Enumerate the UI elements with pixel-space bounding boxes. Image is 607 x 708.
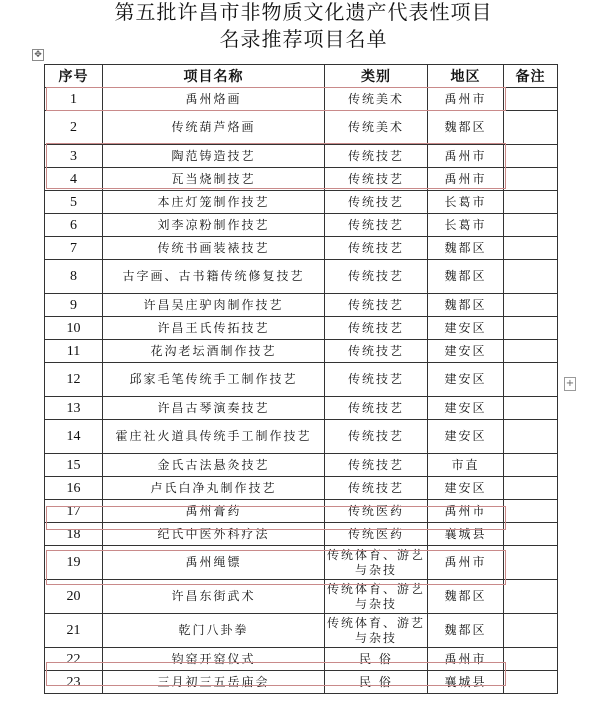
- cell-name: 传统书画装裱技艺: [103, 237, 325, 260]
- cell-remark: [504, 111, 558, 145]
- cell-no: 2: [45, 111, 103, 145]
- cell-remark: [504, 500, 558, 523]
- cell-name: 本庄灯笼制作技艺: [103, 191, 325, 214]
- cell-remark: [504, 477, 558, 500]
- cell-region: 襄城县: [428, 671, 504, 694]
- cell-remark: [504, 340, 558, 363]
- cell-region: 建安区: [428, 477, 504, 500]
- cell-category: 传统技艺: [325, 454, 428, 477]
- cell-category: 传统技艺: [325, 191, 428, 214]
- cell-category: 传统技艺: [325, 214, 428, 237]
- table-row: [45, 363, 558, 397]
- table-row: [45, 317, 558, 340]
- cell-remark: [504, 214, 558, 237]
- cell-no: 15: [45, 454, 103, 477]
- cell-remark: [504, 580, 558, 614]
- cell-region: 长葛市: [428, 191, 504, 214]
- cell-name: 刘李凉粉制作技艺: [103, 214, 325, 237]
- cell-region: 禹州市: [428, 500, 504, 523]
- table-row: [45, 88, 558, 111]
- cell-region: 建安区: [428, 397, 504, 420]
- cell-no: 20: [45, 580, 103, 614]
- cell-name: 乾门八卦拳: [103, 614, 325, 648]
- cell-region: 建安区: [428, 317, 504, 340]
- header-region: 地区: [428, 65, 504, 88]
- cell-name: 许昌古琴演奏技艺: [103, 397, 325, 420]
- cell-no: 22: [45, 648, 103, 671]
- table-row: [45, 294, 558, 317]
- cell-remark: [504, 614, 558, 648]
- cell-no: 17: [45, 500, 103, 523]
- table-row: [45, 191, 558, 214]
- table-row: [45, 454, 558, 477]
- cell-no: 13: [45, 397, 103, 420]
- cell-region: 魏都区: [428, 111, 504, 145]
- cell-category: 传统技艺: [325, 363, 428, 397]
- cell-category: 传统技艺: [325, 260, 428, 294]
- cell-remark: [504, 88, 558, 111]
- table-header-row: [45, 65, 558, 88]
- table-row: [45, 523, 558, 546]
- cell-no: 23: [45, 671, 103, 694]
- cell-name: 纪氏中医外科疗法: [103, 523, 325, 546]
- table-row: [45, 214, 558, 237]
- cell-category: 传统技艺: [325, 237, 428, 260]
- cell-no: 3: [45, 145, 103, 168]
- table-row: [45, 145, 558, 168]
- cell-name: 古字画、古书籍传统修复技艺: [103, 260, 325, 294]
- cell-region: 建安区: [428, 340, 504, 363]
- cell-region: 襄城县: [428, 523, 504, 546]
- cell-remark: [504, 294, 558, 317]
- table-row: [45, 671, 558, 694]
- cell-region: 魏都区: [428, 580, 504, 614]
- cell-category: 传统技艺: [325, 168, 428, 191]
- cell-region: 魏都区: [428, 237, 504, 260]
- cell-region: 禹州市: [428, 88, 504, 111]
- cell-category: 传统美术: [325, 111, 428, 145]
- cell-no: 19: [45, 546, 103, 580]
- table-row: [45, 111, 558, 145]
- cell-region: 魏都区: [428, 614, 504, 648]
- cell-category: 传统体育、游艺与杂技: [325, 614, 428, 648]
- cell-name: 许昌吴庄驴肉制作技艺: [103, 294, 325, 317]
- table-row: [45, 580, 558, 614]
- table-row: [45, 648, 558, 671]
- cell-no: 21: [45, 614, 103, 648]
- cell-no: 5: [45, 191, 103, 214]
- cell-remark: [504, 237, 558, 260]
- cell-name: 瓦当烧制技艺: [103, 168, 325, 191]
- cell-region: 禹州市: [428, 648, 504, 671]
- cell-category: 传统医药: [325, 500, 428, 523]
- cell-name: 邱家毛笔传统手工制作技艺: [103, 363, 325, 397]
- header-name: 项目名称: [103, 65, 325, 88]
- cell-name: 禹州膏药: [103, 500, 325, 523]
- cell-name: 三月初三五岳庙会: [103, 671, 325, 694]
- header-no: 序号: [45, 65, 103, 88]
- cell-category: 民 俗: [325, 671, 428, 694]
- cell-no: 12: [45, 363, 103, 397]
- cell-name: 禹州烙画: [103, 88, 325, 111]
- table-row: [45, 397, 558, 420]
- header-category: 类别: [325, 65, 428, 88]
- cell-remark: [504, 454, 558, 477]
- cell-remark: [504, 397, 558, 420]
- cell-name: 金氏古法悬灸技艺: [103, 454, 325, 477]
- cell-name: 许昌王氏传拓技艺: [103, 317, 325, 340]
- cell-region: 禹州市: [428, 546, 504, 580]
- cell-remark: [504, 523, 558, 546]
- cell-category: 传统医药: [325, 523, 428, 546]
- cell-category: 传统技艺: [325, 397, 428, 420]
- cell-category: 民 俗: [325, 648, 428, 671]
- table-row: [45, 546, 558, 580]
- cell-remark: [504, 191, 558, 214]
- cell-remark: [504, 648, 558, 671]
- cell-name: 霍庄社火道具传统手工制作技艺: [103, 420, 325, 454]
- cell-region: 禹州市: [428, 145, 504, 168]
- cell-remark: [504, 317, 558, 340]
- cell-name: 传统葫芦烙画: [103, 111, 325, 145]
- cell-category: 传统体育、游艺与杂技: [325, 580, 428, 614]
- table-row: [45, 168, 558, 191]
- cell-name: 禹州绳镖: [103, 546, 325, 580]
- cell-region: 建安区: [428, 420, 504, 454]
- cell-name: 花沟老坛酒制作技艺: [103, 340, 325, 363]
- table-row: [45, 500, 558, 523]
- cell-no: 9: [45, 294, 103, 317]
- cell-no: 10: [45, 317, 103, 340]
- cell-no: 14: [45, 420, 103, 454]
- add-column-icon[interactable]: +: [565, 378, 575, 389]
- cell-category: 传统技艺: [325, 340, 428, 363]
- table-row: [45, 477, 558, 500]
- table-row: [45, 260, 558, 294]
- cell-region: 魏都区: [428, 294, 504, 317]
- table-row: [45, 420, 558, 454]
- move-cross-icon[interactable]: ✥: [32, 49, 44, 61]
- cell-category: 传统技艺: [325, 145, 428, 168]
- cell-remark: [504, 671, 558, 694]
- cell-region: 魏都区: [428, 260, 504, 294]
- cell-name: 钧窑开窑仪式: [103, 648, 325, 671]
- document-subtitle: 名录推荐项目名单: [219, 27, 388, 51]
- cell-category: 传统技艺: [325, 317, 428, 340]
- cell-no: 7: [45, 237, 103, 260]
- cell-remark: [504, 168, 558, 191]
- cell-category: 传统美术: [325, 88, 428, 111]
- cell-no: 18: [45, 523, 103, 546]
- cell-remark: [504, 363, 558, 397]
- cell-region: 禹州市: [428, 168, 504, 191]
- cell-category: 传统技艺: [325, 294, 428, 317]
- cell-category: 传统技艺: [325, 420, 428, 454]
- table-row: [45, 614, 558, 648]
- cell-remark: [504, 546, 558, 580]
- cell-no: 8: [45, 260, 103, 294]
- cell-no: 16: [45, 477, 103, 500]
- cell-region: 市直: [428, 454, 504, 477]
- cell-no: 1: [45, 88, 103, 111]
- table-row: [45, 237, 558, 260]
- cell-region: 长葛市: [428, 214, 504, 237]
- cell-name: 许昌东街武术: [103, 580, 325, 614]
- table-row: [45, 340, 558, 363]
- cell-remark: [504, 420, 558, 454]
- cell-region: 建安区: [428, 363, 504, 397]
- cell-name: 陶范铸造技艺: [103, 145, 325, 168]
- heritage-project-table: [44, 64, 558, 694]
- cell-category: 传统技艺: [325, 477, 428, 500]
- cell-name: 卢氏白净丸制作技艺: [103, 477, 325, 500]
- header-remark: 备注: [504, 65, 558, 88]
- cell-category: 传统体育、游艺与杂技: [325, 546, 428, 580]
- document-title: 第五批许昌市非物质文化遗产代表性项目: [114, 0, 493, 24]
- cell-no: 6: [45, 214, 103, 237]
- cell-no: 11: [45, 340, 103, 363]
- cell-remark: [504, 145, 558, 168]
- cell-no: 4: [45, 168, 103, 191]
- cell-remark: [504, 260, 558, 294]
